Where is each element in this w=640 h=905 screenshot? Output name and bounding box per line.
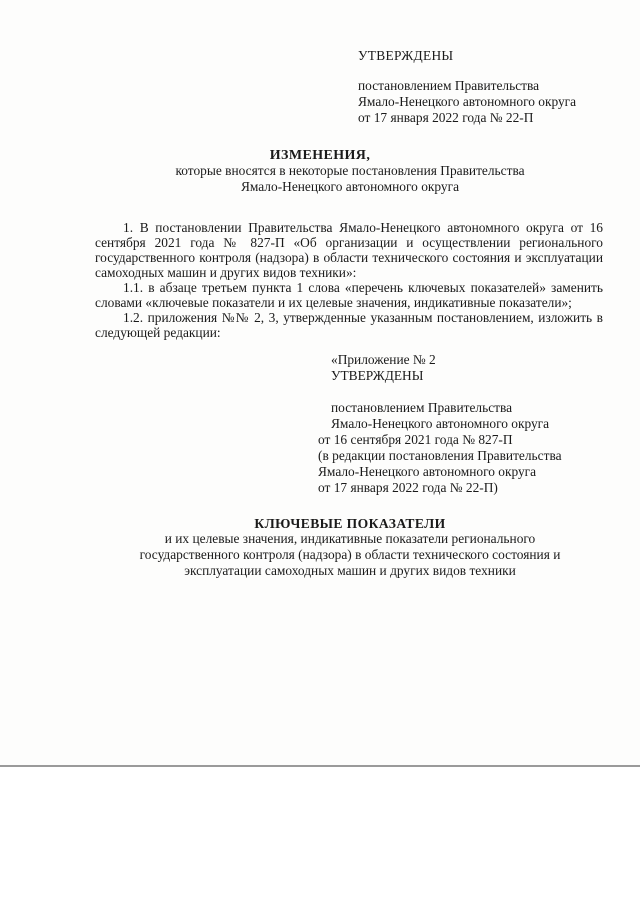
appendix-line-5: Ямало-Ненецкого автономного округа (318, 464, 537, 479)
key-indicators-subtitle-line-2: государственного контроля (надзора) в области технического состояния и (139, 547, 561, 562)
approved-by-line-3: от 17 января 2022 года № 22-П (358, 110, 534, 125)
paragraph-1: 1. В постановлении Правительства Ямало-Ненецкого автономного округа от 16 сентября 2021 года № 827-П «Об организации и осуществлении регионального государственного контроля (надзора) в области технического состояния и эксплуатации самоходных машин и других видов техники»: (95, 220, 603, 280)
document-body (95, 220, 603, 340)
appendix-line-6: от 17 января 2022 года № 22-П) (318, 480, 498, 495)
document-title: ИЗМЕНЕНИЯ, (269, 148, 371, 163)
key-indicators-subtitle-line-3: эксплуатации самоходных машин и других видов техники (184, 563, 516, 578)
paragraph-1-1: 1.1. в абзаце третьем пункта 1 слова «перечень ключевых показателей» заменить словами «ключевые показатели и их целевые значения, индикативные показатели»; (95, 280, 603, 310)
paragraph-1-2: 1.2. приложения №№ 2, 3, утвержденные указанным постановлением, изложить в следующей редакции: (95, 310, 603, 340)
key-indicators-subtitle (0, 531, 640, 579)
approved-by-line-2: Ямало-Ненецкого автономного округа (358, 94, 577, 109)
approved-heading: УТВЕРЖДЕНЫ (358, 48, 454, 63)
key-indicators-subtitle-line-1: и их целевые значения, индикативные показатели регионального (164, 531, 536, 546)
appendix-line-1: постановлением Правительства (331, 400, 513, 415)
approved-by-line-1: постановлением Правительства (358, 78, 540, 93)
subtitle-line-1: которые вносятся в некоторые постановления Правительства (175, 163, 525, 178)
approved-by-block (358, 78, 576, 126)
key-indicators-title: КЛЮЧЕВЫЕ ПОКАЗАТЕЛИ (254, 516, 446, 531)
document-subtitle (0, 163, 640, 195)
subtitle-line-2: Ямало-Ненецкого автономного округа (240, 179, 460, 194)
appendix-line-3: от 16 сентября 2021 года № 827-П (318, 432, 513, 447)
appendix-line-4: (в редакции постановления Правительства (318, 448, 562, 463)
appendix-label: «Приложение № 2 (331, 352, 436, 367)
appendix-line-2: Ямало-Ненецкого автономного округа (331, 416, 550, 431)
appendix-approved-heading: УТВЕРЖДЕНЫ (331, 368, 424, 383)
appendix-approval-block (318, 352, 562, 496)
